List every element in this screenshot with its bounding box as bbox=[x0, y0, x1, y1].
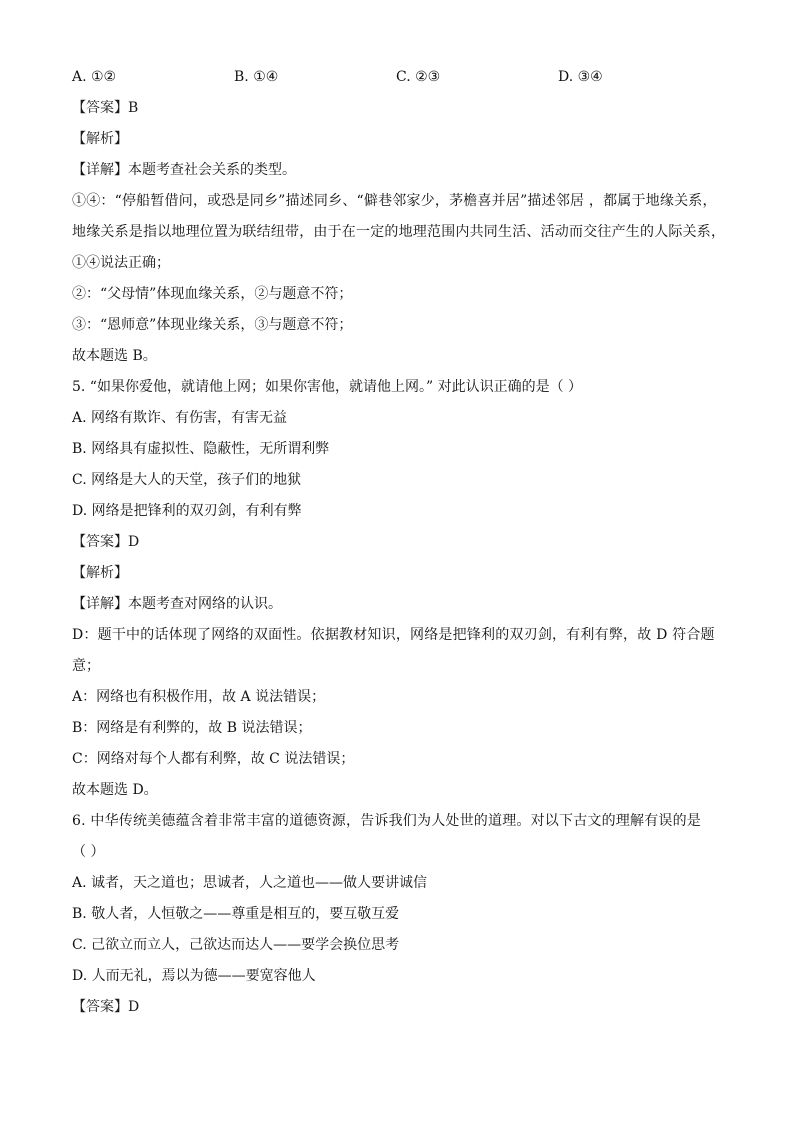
q4-explanation-line: ①④说法正确； bbox=[72, 255, 170, 271]
q5-explanation-line: C：网络对每个人都有利弊，故 C 说法错误； bbox=[72, 751, 355, 767]
q5-option-c: C. 网络是大人的天堂，孩子们的地狱 bbox=[72, 472, 302, 488]
q5-option-d: D. 网络是把锋利的双刃剑，有利有弊 bbox=[72, 503, 302, 519]
q4-option-a: A. ①② bbox=[72, 69, 117, 85]
q4-answer: 【答案】B bbox=[72, 100, 139, 116]
q6-option-c: C. 己欲立而立人，己欲达而达人——要学会换位思考 bbox=[72, 937, 400, 953]
q5-option-a: A. 网络有欺诈、有伤害，有害无益 bbox=[72, 410, 288, 426]
q4-option-d: D. ③④ bbox=[558, 69, 603, 85]
q4-options-row bbox=[72, 62, 722, 93]
q6-option-b: B. 敬人者，人恒敬之——尊重是相互的，要互敬互爱 bbox=[72, 906, 400, 922]
q6-stem-continuation: （ ） bbox=[72, 844, 105, 860]
q6-option-a: A. 诚者，天之道也；思诚者，人之道也——做人要讲诚信 bbox=[72, 875, 428, 891]
q5-explanation-line: D：题干中的话体现了网络的双面性。依据教材知识，网络是把锋利的双刃剑，有利有弊，故 D 符合题 bbox=[72, 627, 715, 643]
q5-explanation-line: B：网络是有利弊的，故 B 说法错误； bbox=[72, 720, 312, 736]
q6-option-d: D. 人而无礼，焉以为德——要宽容他人 bbox=[72, 968, 316, 984]
q4-option-b: B. ①④ bbox=[234, 69, 279, 85]
q5-detail: 【详解】本题考查对网络的认识。 bbox=[72, 596, 282, 612]
q4-option-c: C. ②③ bbox=[396, 69, 441, 85]
q4-conclusion: 故本题选 B。 bbox=[72, 348, 157, 364]
q5-stem: 5. “如果你爱他，就请他上网；如果你害他，就请他上网。” 对此认识正确的是（ ） bbox=[72, 379, 583, 395]
q5-explanation-line: A：网络也有积极作用，故 A 说法错误； bbox=[72, 689, 326, 705]
q6-stem: 6. 中华传统美德蕴含着非常丰富的道德资源，告诉我们为人处世的道理。对以下古文的理解有误的是 bbox=[72, 813, 702, 829]
q5-analysis-heading: 【解析】 bbox=[72, 565, 128, 581]
q4-explanation-line: 地缘关系是指以地理位置为联结纽带，由于在一定的地理范围内共同生活、活动而交往产生的人际关系， bbox=[72, 224, 726, 240]
q4-analysis-heading: 【解析】 bbox=[72, 131, 128, 147]
q5-answer: 【答案】D bbox=[72, 534, 140, 550]
q5-conclusion: 故本题选 D。 bbox=[72, 782, 158, 798]
q4-explanation-line: ③：“恩师意”体现业缘关系，③与题意不符； bbox=[72, 317, 353, 333]
q4-explanation-line: ①④：“停船暂借问，或恐是同乡”描述同乡、“僻巷邻家少，茅檐喜并居”描述邻居 ，都属于地缘关系， bbox=[72, 193, 717, 209]
q5-explanation-line: 意； bbox=[72, 658, 100, 674]
q4-detail: 【详解】本题考查社会关系的类型。 bbox=[72, 162, 296, 178]
q4-explanation-line: ②：“父母情”体现血缘关系，②与题意不符； bbox=[72, 286, 353, 302]
q5-option-b: B. 网络具有虚拟性、隐蔽性，无所谓利弊 bbox=[72, 441, 330, 457]
document-page bbox=[72, 62, 726, 1023]
q6-answer: 【答案】D bbox=[72, 999, 140, 1015]
